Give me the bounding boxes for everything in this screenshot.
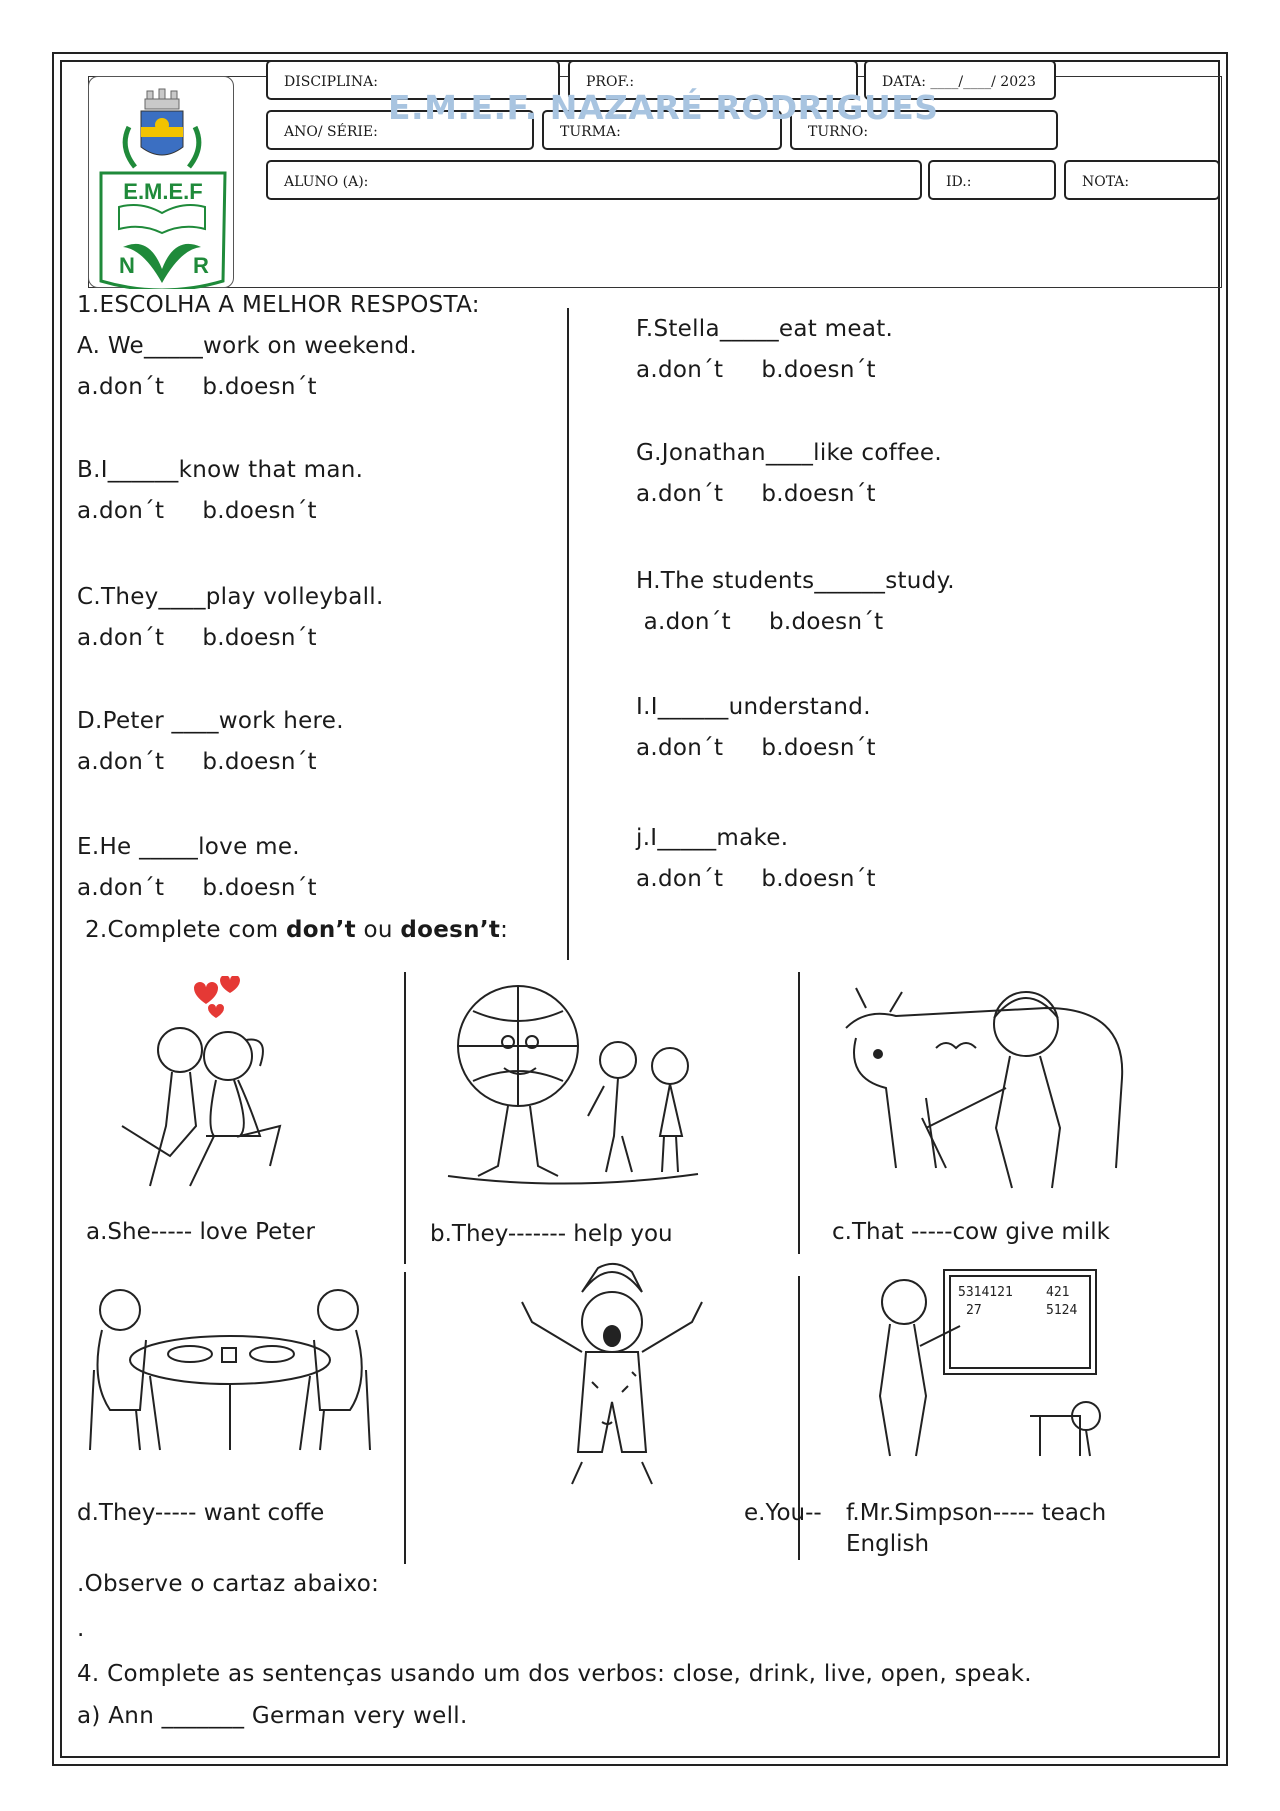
question-d: D.Peter ____work here. bbox=[77, 708, 344, 734]
teacher-blackboard-icon bbox=[850, 1266, 1120, 1466]
school-logo-emblem-icon bbox=[89, 77, 235, 289]
options-i[interactable]: a.don´t b.doesn´t bbox=[636, 735, 876, 761]
caption-a: a.She----- love Peter bbox=[86, 1219, 315, 1245]
question-e: E.He _____love me. bbox=[77, 834, 300, 860]
options-j[interactable]: a.don´t b.doesn´t bbox=[636, 866, 876, 892]
question-f: F.Stella_____eat meat. bbox=[636, 316, 894, 342]
svg-text:5124: 5124 bbox=[1046, 1303, 1078, 1318]
options-b[interactable]: a.don´t b.doesn´t bbox=[77, 498, 317, 524]
question-h: H.The students______study. bbox=[636, 568, 955, 594]
svg-text:27: 27 bbox=[966, 1303, 982, 1318]
caption-f: f.Mr.Simpson----- teach bbox=[846, 1500, 1107, 1526]
picture-divider-2 bbox=[798, 972, 800, 1254]
globe-children-icon bbox=[438, 976, 708, 1186]
options-f[interactable]: a.don´t b.doesn´t bbox=[636, 357, 876, 383]
caption-f-continued: English bbox=[846, 1531, 930, 1557]
question-g: G.Jonathan____like coffee. bbox=[636, 440, 942, 466]
column-divider bbox=[567, 308, 569, 960]
couple-kissing-icon bbox=[110, 976, 300, 1192]
section2-title: 2.Complete com don’t ou doesn’t: bbox=[85, 917, 509, 943]
question-j: j.I_____make. bbox=[636, 825, 789, 851]
svg-text:E.M.E.F: E.M.E.F bbox=[123, 179, 203, 204]
boy-cow-icon bbox=[826, 968, 1136, 1198]
ano-serie-field[interactable]: ANO/ SÉRIE: bbox=[266, 110, 534, 150]
section3-text: .Observe o cartaz abaixo: bbox=[77, 1571, 380, 1597]
options-d[interactable]: a.don´t b.doesn´t bbox=[77, 749, 317, 775]
svg-text:5314121: 5314121 bbox=[958, 1285, 1013, 1300]
question-b: B.I______know that man. bbox=[77, 457, 364, 483]
picture-divider-1 bbox=[404, 972, 406, 1264]
caption-c: c.That -----cow give milk bbox=[832, 1219, 1110, 1245]
data-field[interactable]: DATA: ____/____/ 2023 bbox=[864, 60, 1056, 100]
aluno-field[interactable]: ALUNO (A): bbox=[266, 160, 922, 200]
id-field[interactable]: ID.: bbox=[928, 160, 1056, 200]
section4-title: 4. Complete as sentenças usando um dos verbos: close, drink, live, open, speak. bbox=[77, 1661, 1032, 1687]
disciplina-field[interactable]: DISCIPLINA: bbox=[266, 60, 560, 100]
picture-divider-3 bbox=[404, 1272, 406, 1564]
options-h[interactable]: a.don´t b.doesn´t bbox=[636, 609, 884, 635]
svg-text:N: N bbox=[119, 253, 135, 278]
options-a[interactable]: a.don´t b.doesn´t bbox=[77, 374, 317, 400]
caption-b: b.They------- help you bbox=[430, 1221, 673, 1247]
options-g[interactable]: a.don´t b.doesn´t bbox=[636, 481, 876, 507]
school-logo bbox=[88, 76, 234, 288]
options-e[interactable]: a.don´t b.doesn´t bbox=[77, 875, 317, 901]
options-c[interactable]: a.don´t b.doesn´t bbox=[77, 625, 317, 651]
svg-text:421: 421 bbox=[1046, 1285, 1070, 1300]
kids-eating-icon bbox=[80, 1280, 380, 1460]
section4-item-a[interactable]: a) Ann _______ German very well. bbox=[77, 1703, 468, 1729]
turno-field[interactable]: TURNO: bbox=[790, 110, 1058, 150]
section1-title: 1.ESCOLHA A MELHOR RESPOSTA: bbox=[77, 292, 480, 318]
question-i: I.I______understand. bbox=[636, 694, 871, 720]
yawning-boy-icon bbox=[512, 1252, 712, 1492]
question-a: A. We_____work on weekend. bbox=[77, 333, 417, 359]
turma-field[interactable]: TURMA: bbox=[542, 110, 782, 150]
svg-text:R: R bbox=[193, 253, 209, 278]
question-c: C.They____play volleyball. bbox=[77, 584, 384, 610]
caption-e: e.You-- bbox=[744, 1500, 822, 1526]
school-name-watermark: E.M.E.F. NAZARÉ RODRIGUES bbox=[388, 88, 939, 127]
caption-d: d.They----- want coffe bbox=[77, 1500, 325, 1526]
prof-field[interactable]: PROF.: bbox=[568, 60, 858, 100]
section3-dot: . bbox=[77, 1616, 85, 1642]
nota-field[interactable]: NOTA: bbox=[1064, 160, 1220, 200]
